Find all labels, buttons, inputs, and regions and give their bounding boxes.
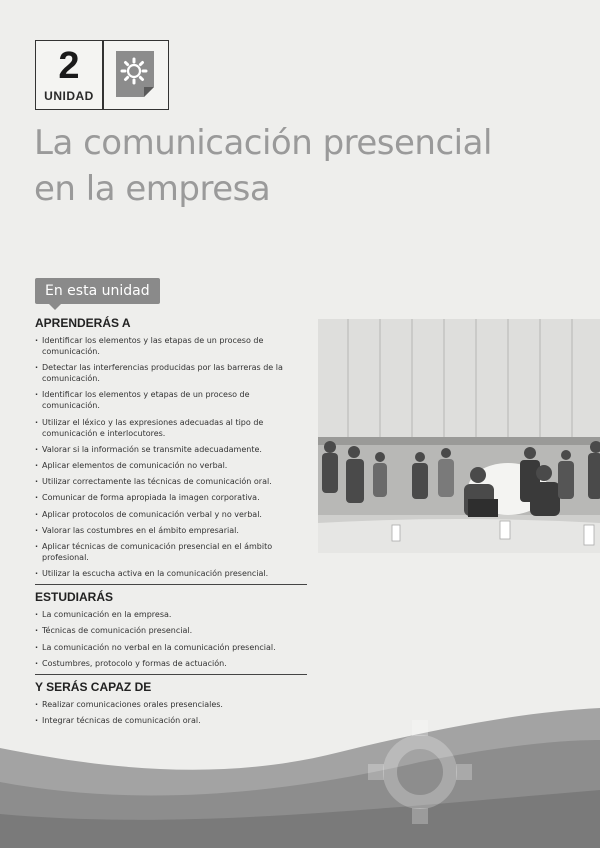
unit-label: UNIDAD [44,89,94,103]
list-item: · La comunicación en la empresa. [35,609,307,620]
decorative-wave [0,690,600,848]
list-item: · Utilizar correctamente las técnicas de comunicación oral. [35,476,307,487]
estudiaras-list [35,609,307,669]
gear-document-icon [114,49,156,99]
section-divider [35,674,307,675]
unit-box [35,40,169,110]
list-item: · Técnicas de comunicación presencial. [35,625,307,636]
list-item: · Identificar los elementos y etapas de un proceso de comunicación. [35,389,307,411]
unit-number: 2 [58,45,80,87]
list-item: · Valorar las costumbres en el ámbito empresarial. [35,525,307,536]
section-divider [35,584,307,585]
list-item: · Utilizar el léxico y las expresiones adecuadas al tipo de comunicación e interlocutores. [35,417,307,439]
list-item: · Integrar técnicas de comunicación oral. [35,715,307,726]
list-item: · Aplicar protocolos de comunicación verbal y no verbal. [35,509,307,520]
list-item: · Realizar comunicaciones orales presenciales. [35,699,307,710]
aprenderas-list [35,335,307,579]
list-item: · Aplicar técnicas de comunicación presencial en el ámbito profesional. [35,541,307,563]
list-item: · Utilizar la escucha activa en la comunicación presencial. [35,568,307,579]
list-item: · Valorar si la información se transmite adecuadamente. [35,444,307,455]
page-title [34,120,492,212]
section-badge: En esta unidad [35,278,160,304]
title-line-1: La comunicación presencial [34,123,492,163]
objectives-column [35,316,307,731]
seras-capaz-heading: Y SERÁS CAPAZ DE [35,680,152,694]
list-item: · Identificar los elementos y las etapas de un proceso de comunicación. [35,335,307,357]
list-item: · Aplicar elementos de comunicación no verbal. [35,460,307,471]
office-meeting-photo [318,319,600,553]
list-item: · Costumbres, protocolo y formas de actuación. [35,658,307,669]
list-item: · Comunicar de forma apropiada la imagen corporativa. [35,492,307,503]
title-line-2: en la empresa [34,169,271,209]
list-item: · Detectar las interferencias producidas por las barreras de la comunicación. [35,362,307,384]
unit-divider [102,41,104,109]
aprenderas-heading: APRENDERÁS A [35,316,131,330]
estudiaras-heading: ESTUDIARÁS [35,590,114,605]
list-item: · La comunicación no verbal en la comunicación presencial. [35,642,307,653]
